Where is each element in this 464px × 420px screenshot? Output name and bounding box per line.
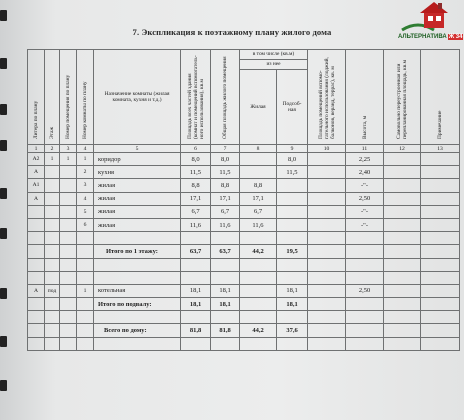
cell-lit: А <box>28 284 45 297</box>
header-label: Номер помещения по плану <box>65 74 71 139</box>
cell-floor <box>45 192 60 205</box>
cell-name: коридор <box>94 153 181 166</box>
header-cell <box>77 50 94 145</box>
header-cell <box>60 50 77 145</box>
cell-area-loggia <box>308 179 346 192</box>
total-area-all: 63,7 <box>181 245 211 258</box>
cell-area-all: 8,0 <box>181 153 211 166</box>
column-number: 8 <box>240 145 277 153</box>
header-label: Номер комнаты по плану <box>82 81 88 139</box>
binder-hole <box>0 58 7 69</box>
cell-height: -"- <box>346 218 384 231</box>
cell-area-all: 11,5 <box>181 166 211 179</box>
cell-note <box>421 179 460 192</box>
cell-unauthorized <box>384 218 421 231</box>
empty-row <box>28 337 460 350</box>
empty-row <box>28 311 460 324</box>
binder-hole <box>0 380 7 391</box>
cell-unauthorized <box>384 192 421 205</box>
cell-unauthorized <box>384 205 421 218</box>
table-row <box>28 166 460 179</box>
binder-hole <box>0 188 7 199</box>
cell-area-all: 8,8 <box>181 179 211 192</box>
header-label: Назначение комнаты (жилая комната, кухня и т.д.) <box>104 90 170 103</box>
cell-area-total: 11,6 <box>211 218 240 231</box>
cell-area-aux: 8,0 <box>277 153 308 166</box>
table-row <box>28 192 460 205</box>
cell-area-total: 8,8 <box>211 179 240 192</box>
cell-premise <box>60 284 77 297</box>
total-area-aux: 18,1 <box>277 298 308 311</box>
header-group-cell: в том числе (кв.м) <box>240 50 308 60</box>
column-number: 4 <box>77 145 94 153</box>
cell-area-aux <box>277 179 308 192</box>
cell-area-loggia <box>308 284 346 297</box>
cell-name: жилая <box>94 192 181 205</box>
binder-hole <box>0 228 7 239</box>
header-row <box>28 50 460 60</box>
column-number: 9 <box>277 145 308 153</box>
cell-premise <box>60 166 77 179</box>
logo-brand: АЛЬТЕРНАТИВА <box>398 34 447 40</box>
cell-note <box>421 284 460 297</box>
cell-area-loggia <box>308 192 346 205</box>
cell-area-living: 11,6 <box>240 218 277 231</box>
cell-unauthorized <box>384 166 421 179</box>
cell-lit <box>28 218 45 231</box>
cell-area-living: 6,7 <box>240 205 277 218</box>
table-row <box>28 179 460 192</box>
column-number: 11 <box>346 145 384 153</box>
document-title: 7. Экспликация к поэтажному плану жилого дома <box>132 27 332 37</box>
cell-room: 2 <box>77 166 94 179</box>
logo <box>398 0 464 44</box>
header-label: Площадь помещений вспомо- гательного использования (лоджий, балконов, веранд, террас), кв. м <box>317 57 336 139</box>
header-cell <box>277 70 308 145</box>
cell-height: -"- <box>346 179 384 192</box>
total-area-living: 44,2 <box>240 245 277 258</box>
cell-lit: А2 <box>28 153 45 166</box>
column-number-row <box>28 145 460 153</box>
cell-area-loggia <box>308 166 346 179</box>
cell-name: котельная <box>94 284 181 297</box>
header-cell <box>421 50 460 145</box>
header-cell <box>28 50 45 145</box>
column-number: 6 <box>181 145 211 153</box>
total-row-house <box>28 324 460 337</box>
header-label: Примечание <box>437 110 443 139</box>
cell-area-total: 11,5 <box>211 166 240 179</box>
cell-premise: 1 <box>60 153 77 166</box>
binder-hole <box>0 336 7 347</box>
cell-name: жилая <box>94 205 181 218</box>
column-number: 10 <box>308 145 346 153</box>
cell-area-aux <box>277 192 308 205</box>
binder-hole <box>0 10 7 21</box>
table-row <box>28 205 460 218</box>
cell-area-total: 18,1 <box>211 284 240 297</box>
header-label: Общая площадь жилого помещения <box>222 56 228 139</box>
header-cell <box>211 50 240 145</box>
binder-holes <box>0 0 12 420</box>
cell-room: 5 <box>77 205 94 218</box>
binder-hole <box>0 288 7 299</box>
column-number: 12 <box>384 145 421 153</box>
cell-premise <box>60 218 77 231</box>
cell-lit: А <box>28 192 45 205</box>
total-area-total: 18,1 <box>211 298 240 311</box>
total-label: Итого по подвалу: <box>94 298 181 311</box>
cell-note <box>421 205 460 218</box>
cell-note <box>421 153 460 166</box>
cell-note <box>421 218 460 231</box>
cell-name: жилая <box>94 179 181 192</box>
total-label: Итого по 1 этажу: <box>94 245 181 258</box>
cell-area-total: 8,0 <box>211 153 240 166</box>
total-area-aux: 37,6 <box>277 324 308 337</box>
header-cell <box>45 50 60 145</box>
cell-area-loggia <box>308 153 346 166</box>
header-label: Этаж <box>49 126 55 139</box>
cell-height: -"- <box>346 205 384 218</box>
header-cell <box>181 50 211 145</box>
cell-lit: А1 <box>28 179 45 192</box>
binder-hole <box>0 140 7 151</box>
cell-lit: А <box>28 166 45 179</box>
cell-floor <box>45 205 60 218</box>
cell-note <box>421 192 460 205</box>
cell-name: кухня <box>94 166 181 179</box>
cell-height: 2,25 <box>346 153 384 166</box>
header-group-cell: из нее <box>240 60 308 70</box>
header-cell: Жилая <box>240 70 277 145</box>
cell-unauthorized <box>384 153 421 166</box>
cell-height: 2,50 <box>346 192 384 205</box>
total-area-living: 44,2 <box>240 324 277 337</box>
binder-hole <box>0 104 7 115</box>
header-cell <box>308 50 346 145</box>
empty-row <box>28 271 460 284</box>
table-row <box>28 153 460 166</box>
table-row <box>28 218 460 231</box>
logo-badge: Ж 34 <box>448 34 463 40</box>
header-cell <box>384 50 421 145</box>
cell-name: жилая <box>94 218 181 231</box>
total-area-all: 81,8 <box>181 324 211 337</box>
cell-area-living <box>240 166 277 179</box>
cell-area-loggia <box>308 205 346 218</box>
column-number: 5 <box>94 145 181 153</box>
cell-lit <box>28 205 45 218</box>
cell-area-aux: 18,1 <box>277 284 308 297</box>
cell-area-total: 6,7 <box>211 205 240 218</box>
cell-area-aux <box>277 218 308 231</box>
header-cell <box>346 50 384 145</box>
cell-room: 4 <box>77 192 94 205</box>
cell-area-living <box>240 284 277 297</box>
total-area-aux: 19,5 <box>277 245 308 258</box>
column-number: 13 <box>421 145 460 153</box>
cell-area-all: 17,1 <box>181 192 211 205</box>
header-label: Литера по плану <box>33 100 39 139</box>
empty-row <box>28 258 460 271</box>
cell-premise <box>60 205 77 218</box>
cell-area-loggia <box>308 218 346 231</box>
cell-note <box>421 166 460 179</box>
column-number: 1 <box>28 145 45 153</box>
header-label: Высота, м <box>361 115 368 139</box>
header-label: Самовольно переустроенная или перепланированная площадь, кв.м <box>396 60 408 139</box>
cell-height: 2,50 <box>346 284 384 297</box>
cell-room: 3 <box>77 179 94 192</box>
cell-area-all: 11,6 <box>181 218 211 231</box>
column-number: 7 <box>211 145 240 153</box>
cell-floor <box>45 166 60 179</box>
cell-floor: под <box>45 284 60 297</box>
total-area-total: 63,7 <box>211 245 240 258</box>
total-area-total: 81,8 <box>211 324 240 337</box>
column-number: 2 <box>45 145 60 153</box>
explication-table <box>27 49 460 351</box>
total-row-floor1 <box>28 245 460 258</box>
cell-room: 1 <box>77 284 94 297</box>
cell-unauthorized <box>384 179 421 192</box>
cell-room: 6 <box>77 218 94 231</box>
cell-floor <box>45 179 60 192</box>
total-area-all: 18,1 <box>181 298 211 311</box>
cell-area-living <box>240 153 277 166</box>
table-row <box>28 284 460 297</box>
cell-area-all: 18,1 <box>181 284 211 297</box>
cell-unauthorized <box>384 284 421 297</box>
column-number: 3 <box>60 145 77 153</box>
cell-room: 1 <box>77 153 94 166</box>
cell-area-living: 8,8 <box>240 179 277 192</box>
cell-premise <box>60 179 77 192</box>
cell-floor <box>45 218 60 231</box>
total-label: Всего по дому: <box>94 324 181 337</box>
total-row-basement <box>28 298 460 311</box>
cell-area-total: 17,1 <box>211 192 240 205</box>
cell-height: 2,40 <box>346 166 384 179</box>
cell-area-aux: 11,5 <box>277 166 308 179</box>
header-label: Подсоб- ная <box>282 100 302 113</box>
header-cell <box>94 50 181 145</box>
cell-area-all: 6,7 <box>181 205 211 218</box>
header-label: Площадь всех частей здания (комнат и помещений вспомогатель- ного использования), кв.м <box>186 55 205 139</box>
cell-area-living: 17,1 <box>240 192 277 205</box>
empty-row <box>28 232 460 245</box>
cell-floor: 1 <box>45 153 60 166</box>
cell-area-aux <box>277 205 308 218</box>
cell-premise <box>60 192 77 205</box>
total-area-living <box>240 298 277 311</box>
